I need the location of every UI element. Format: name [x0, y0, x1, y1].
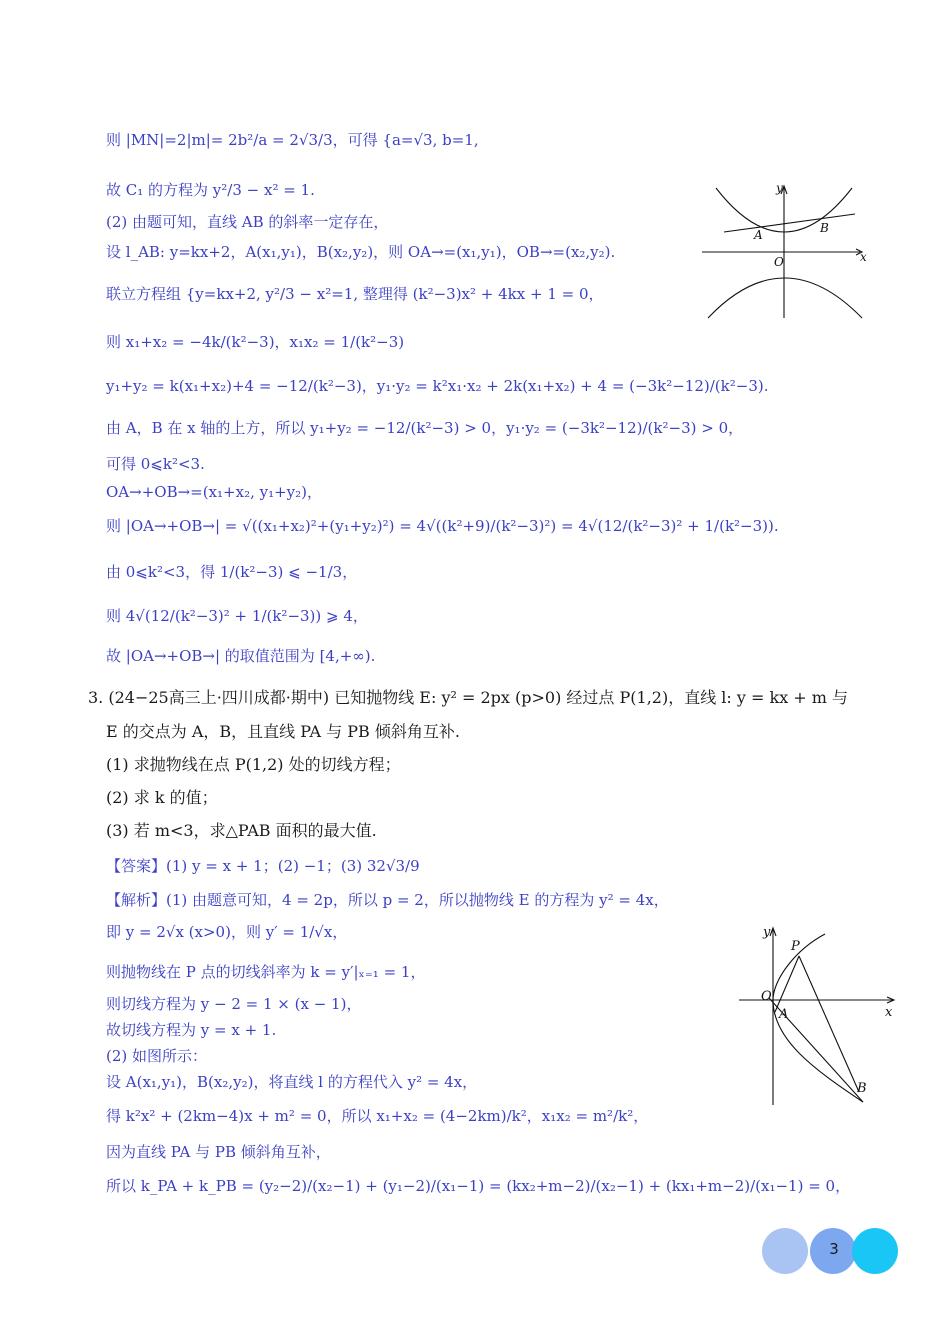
fig2-label-x: x — [885, 1005, 893, 1020]
analysis-line-6: (2) 如图所示： — [106, 1047, 208, 1065]
analysis-text-1: (1) 由题意可知，4 = 2p，所以 p = 2，所以抛物线 E 的方程为 y² = 4x， — [166, 891, 669, 909]
fig1-label-a: A — [754, 228, 763, 242]
parabola-figure — [735, 920, 900, 1110]
fig1-label-o: O — [774, 255, 784, 269]
analysis-line-9: 因为直线 PA 与 PB 倾斜角互补， — [106, 1143, 331, 1161]
lower-branch — [708, 278, 862, 318]
analysis-line-1 — [106, 890, 669, 910]
analysis-line-5: 故切线方程为 y = x + 1. — [106, 1021, 277, 1039]
analysis-tag: 【解析】 — [106, 891, 167, 909]
answer-text: (1) y = x + 1；(2) −1；(3) 32√3/9 — [166, 857, 420, 875]
fig2-label-o: O — [761, 989, 772, 1004]
hyperbola-figure — [700, 178, 870, 323]
segment-pb — [799, 956, 859, 1092]
fig2-label-y: y — [763, 925, 771, 940]
solution-line-5: 联立方程组 {y=kx+2, y²/3 − x²=1, 整理得 (k²−3)x² + 4kx + 1 = 0， — [106, 285, 604, 303]
solution-line-7: y₁+y₂ = k(x₁+x₂)+4 = −12/(k²−3)，y₁·y₂ = k²x₁·x₂ + 2k(x₁+x₂) + 4 = (−3k²−12)/(k²−3). — [106, 377, 769, 395]
page-badge-right-circle — [852, 1228, 898, 1274]
page-badge-left-circle — [762, 1228, 808, 1274]
solution-line-2: 故 C₁ 的方程为 y²/3 − x² = 1. — [106, 181, 315, 199]
solution-line-13: 则 4√(12/(k²−3)² + 1/(k²−3)) ⩾ 4， — [106, 607, 368, 625]
problem3-line-2: E 的交点为 A，B，且直线 PA 与 PB 倾斜角互补. — [106, 722, 460, 741]
solution-line-11: 则 |OA→+OB→| = √((x₁+x₂)²+(y₁+y₂)²) = 4√((k²+9)/(k²−3)²) = 4√(12/(k²−3)² + 1/(k²−3)). — [106, 517, 779, 535]
solution-line-6: 则 x₁+x₂ = −4k/(k²−3)，x₁x₂ = 1/(k²−3) — [106, 333, 405, 351]
segment-pa — [775, 956, 799, 1012]
analysis-line-4: 则切线方程为 y − 2 = 1 × (x − 1)， — [106, 995, 362, 1013]
solution-line-4: 设 l_AB: y=kx+2，A(x₁,y₁)，B(x₂,y₂)，则 OA→=(x₁,y₁)，OB→=(x₂,y₂). — [106, 243, 616, 261]
answer-line — [106, 856, 420, 876]
fig2-label-p: P — [791, 939, 800, 954]
analysis-line-3: 则抛物线在 P 点的切线斜率为 k = y′|ₓ₌₁ = 1， — [106, 963, 426, 981]
fig1-label-b: B — [820, 221, 829, 235]
solution-line-9: 可得 0⩽k²<3. — [106, 455, 205, 473]
analysis-line-10: 所以 k_PA + k_PB = (y₂−2)/(x₂−1) + (y₁−2)/(x₁−1) = (kx₂+m−2)/(x₂−1) + (kx₁+m−2)/(x₁−1) = 0， — [106, 1177, 851, 1195]
problem3-line-1: 3. (24−25高三上·四川成都·期中) 已知抛物线 E: y² = 2px (p>0) 经过点 P(1,2)，直线 l: y = kx + m 与 — [88, 688, 849, 707]
fig1-label-x: x — [860, 250, 867, 264]
solution-line-12: 由 0⩽k²<3，得 1/(k²−3) ⩽ −1/3， — [106, 563, 358, 581]
problem3-line-5: (3) 若 m<3，求△PAB 面积的最大值. — [106, 821, 377, 840]
solution-line-14: 故 |OA→+OB→| 的取值范围为 [4,+∞). — [106, 647, 376, 665]
fig2-label-b: B — [857, 1081, 867, 1096]
problem3-line-3: (1) 求抛物线在点 P(1,2) 处的切线方程； — [106, 755, 401, 774]
solution-line-1: 则 |MN|=2|m|= 2b²/a = 2√3/3，可得 {a=√3, b=1, — [106, 131, 479, 149]
solution-line-10: OA→+OB→=(x₁+x₂, y₁+y₂)， — [106, 483, 323, 501]
fig1-label-y: y — [776, 181, 783, 195]
answer-tag: 【答案】 — [106, 857, 167, 875]
analysis-line-2: 即 y = 2√x (x>0)，则 y′ = 1/√x， — [106, 923, 348, 941]
problem3-line-4: (2) 求 k 的值； — [106, 788, 218, 807]
solution-line-3: (2) 由题可知，直线 AB 的斜率一定存在， — [106, 213, 389, 231]
analysis-line-8: 得 k²x² + (2km−4)x + m² = 0，所以 x₁+x₂ = (4−2km)/k²，x₁x₂ = m²/k²， — [106, 1107, 649, 1125]
solution-line-8: 由 A，B 在 x 轴的上方，所以 y₁+y₂ = −12/(k²−3) > 0，y₁·y₂ = (−3k²−12)/(k²−3) > 0， — [106, 419, 744, 437]
page-number: 3 — [829, 1240, 839, 1258]
analysis-line-7: 设 A(x₁,y₁)，B(x₂,y₂)，将直线 l 的方程代入 y² = 4x， — [106, 1073, 478, 1091]
fig2-label-a: A — [779, 1007, 789, 1022]
